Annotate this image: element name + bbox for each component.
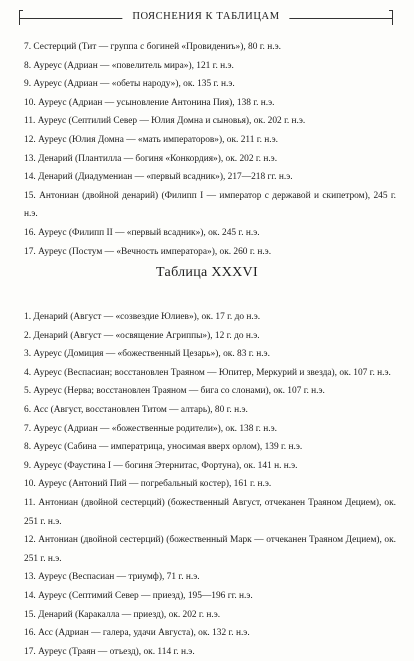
list-item: 7. Ауреус (Адриан — «божественные родители»), ок. 138 г. н.э. bbox=[24, 423, 277, 434]
list-item: 11. Антониан (двойной сестерций) (божественный Август, отчеканен Траяном Децием), ок. 251 г. н.э. bbox=[24, 497, 396, 527]
list-item: 16. Ауреус (Филипп II — «первый всадник»), ок. 245 г. н.э. bbox=[24, 227, 260, 238]
header-corner-left bbox=[19, 10, 23, 25]
coin-list-table-36 bbox=[24, 308, 396, 661]
list-item: 2. Денарий (Август — «освящение Агриппы»), 12 г. до н.э. bbox=[24, 330, 260, 341]
list-item: 10. Ауреус (Антоний Пий — погребальный костер), 161 г. н.э. bbox=[24, 479, 272, 490]
list-item: 7. Сестерций (Тит — группа с богиней «Провидениъ»), 80 г. н.э. bbox=[24, 42, 281, 52]
list-item: 13. Ауреус (Веспасиан — триумф), 71 г. н.э. bbox=[24, 572, 200, 583]
header-title: ПОЯСНЕНИЯ К ТАБЛИЦАМ bbox=[122, 11, 289, 22]
table-heading: Таблица XXXVI bbox=[156, 265, 258, 280]
header-corner-right bbox=[389, 10, 393, 25]
list-item: 11. Ауреус (Септилий Север — Юлия Домна и сыновья), ок. 202 г. н.э. bbox=[24, 116, 306, 127]
list-item: 5. Ауреус (Нерва; восстановлен Траяном — бига со слонами), ок. 107 г. н.э. bbox=[24, 386, 325, 397]
list-item: 15. Антониан (двойной денарий) (Филипп I — император с державой и скипетром), 245 г. н.э. bbox=[24, 190, 396, 220]
list-item: 15. Денарий (Каракалла — приезд), ок. 202 г. н.э. bbox=[24, 609, 221, 620]
list-item: 8. Ауреус (Сабина — императрица, уносимая вверх орлом), 139 г. н.э. bbox=[24, 442, 303, 453]
list-item: 16. Асс (Адриан — галера, удачи Августа), ок. 132 г. н.э. bbox=[24, 628, 250, 639]
list-item: 14. Денарий (Диадумениан — «первый всадник»), 217—218 гг. н.э. bbox=[24, 172, 293, 183]
list-item: 9. Ауреус (Адриан — «обеты народу»), ок. 135 г. н.э. bbox=[24, 79, 235, 90]
list-item: 4. Ауреус (Веспасиан; восстановлен Траяном — Юпитер, Меркурий и звезда), ок. 107 г. н.э. bbox=[24, 367, 391, 378]
list-item: 9. Ауреус (Фаустина I — богиня Этернитас, Фортуна), ок. 141 н. н.э. bbox=[24, 460, 298, 471]
list-item: 12. Ауреус (Юлия Домна — «мать императоров»), ок. 211 г. н.э. bbox=[24, 134, 278, 145]
list-item: 13. Денарий (Плантилла — богиня «Конкордия»), ок. 202 г. н.э. bbox=[24, 153, 278, 164]
list-item: 14. Ауреус (Септимий Север — приезд), 195—196 гг. н.э. bbox=[24, 590, 253, 601]
list-item: 10. Ауреус (Адриан — усыновление Антонина Пия), 138 г. н.э. bbox=[24, 97, 275, 108]
coin-list-table-35 bbox=[24, 38, 396, 261]
list-item: 17. Ауреус (Траян — отъезд), ок. 114 г. н.э. bbox=[24, 646, 195, 657]
list-item: 17. Ауреус (Постум — «Вечность императора»), ок. 260 г. н.э. bbox=[24, 246, 272, 257]
list-item: 12. Антониан (двойной сестерций) (божественный Марк — отчеканен Траяном Децием), ок. 251 г. н.э. bbox=[24, 535, 396, 564]
running-header bbox=[19, 10, 393, 28]
list-item: 3. Ауреус (Домиция — «божественный Цезарь»), ок. 83 г. н.э. bbox=[24, 349, 270, 360]
list-item: 1. Денарий (Август — «созвездие Юлиев»), ок. 17 г. до н.э. bbox=[24, 312, 261, 322]
list-item: 8. Ауреус (Адриан — «повелитель мира»), 121 г. н.э. bbox=[24, 60, 234, 71]
list-item: 6. Асс (Август, восстановлен Титом — алтарь), 80 г. н.э. bbox=[24, 404, 248, 415]
